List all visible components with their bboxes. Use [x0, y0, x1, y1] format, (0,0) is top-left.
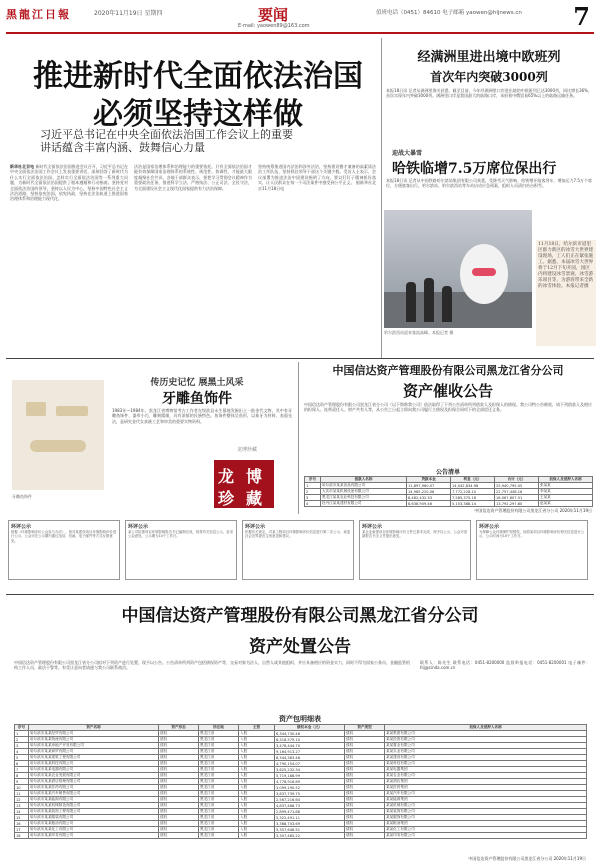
table-cell: 1 — [305, 483, 321, 489]
table-cell: 14 — [15, 809, 29, 815]
table-cell: 3 — [305, 495, 321, 501]
table-cell: 李某某 — [539, 489, 593, 495]
table-header-cell: 合计（元） — [495, 477, 539, 483]
table-cell: 3 — [15, 743, 29, 749]
table-cell: 7,585,375.18 — [451, 495, 495, 501]
table-cell: 债权 — [159, 797, 199, 803]
table-cell: 6 — [15, 761, 29, 767]
museum-badge — [214, 460, 274, 508]
table-cell: 哈尔滨市某某机械制造有限公司 — [29, 803, 159, 809]
table-cell: 哈尔滨市某某经贸有限公司 — [29, 731, 159, 737]
table-header-cell: 贷款本金 — [407, 477, 451, 483]
table-cell: 入股 — [239, 767, 275, 773]
paper-name: 黑龍江日報 — [6, 8, 71, 21]
lead-body-col1-text: 新时代全面依法治国推进会议召开，习近平总书记在中央全面依法治国工作会议上发表重要讲话，深刻回答了新时代为什么实行全面依法治国、怎样实行全面依法治国等一系列重大问题，为新时代全面依法治国提供了根本遵循和行动指南。坚持党对全面依法治国的领导，坚持以人民为中心，坚持中国特色社会主义法治道路，坚持依宪治国、依宪执政，坚持在法治轨道上推进国家治理体系和治理能力现代化。 — [10, 164, 128, 202]
train-body: 本报18日讯 记者从满洲里海关获悉，截至目前，今年经满洲里口岸进出境的中欧班列已达3000列，同比增长36%，首次实现年内突破3000列。满洲里口岸是我国最大的陆路口岸，承担着中俄贸易65%以上的陆路运输任务。 — [386, 88, 592, 99]
column-divider — [298, 362, 299, 514]
table-cell: 黑龙江省 — [199, 773, 239, 779]
section-email: E-mail: yaowen89@163.com — [238, 23, 310, 29]
notice1-table-title: 公告清单 — [435, 469, 460, 476]
table-cell: 某某印务有限公司 — [385, 833, 587, 839]
small-notice — [8, 520, 120, 580]
table-cell: 入股 — [239, 791, 275, 797]
table-cell: 25,940,795.05 — [495, 483, 539, 489]
table-cell: 12 — [15, 797, 29, 803]
table-cell: 债权 — [159, 761, 199, 767]
train-title: 经满洲里进出境中欧班列 — [417, 50, 561, 65]
lead-headline-line1: 推进新时代全面依法治国 — [33, 59, 363, 94]
table-cell: 15 — [15, 815, 29, 821]
table-cell: 债权 — [159, 803, 199, 809]
table-cell: 入股 — [239, 761, 275, 767]
table-cell: 某某投资有限公司 — [385, 737, 587, 743]
table-header-cell: 资产名称 — [29, 725, 159, 731]
table-cell: 某某集团有限公司 — [385, 731, 587, 737]
table-cell: 债权 — [345, 755, 385, 761]
notice2-table-body — [15, 731, 587, 839]
small-notice-title: 环评公示 — [245, 524, 266, 530]
table-cell: 13 — [15, 803, 29, 809]
table-cell: 8,638,909.46 — [407, 501, 451, 507]
commentary-box: 11月18日，哈尔滨市道里区群力新区的冰雪大世界建设现场，工人们正在紧张施工。据悉，本届冰雪大世界将于12月下旬开园，园区内将建设冰雪景观、冰雪游乐项目等，为游客带来全新的冰雪体验。本报记者摄 — [536, 240, 596, 346]
small-notice — [125, 520, 237, 580]
table-header-cell: 所在地 — [199, 725, 239, 731]
table-cell: 某某建设有限公司 — [385, 755, 587, 761]
table-cell: 入股 — [239, 833, 275, 839]
photo-person — [424, 278, 434, 322]
table-cell: 某某服饰有限公司 — [385, 815, 587, 821]
notice1-table — [304, 476, 593, 507]
table-cell: 4 — [15, 749, 29, 755]
table-cell: 债权 — [159, 779, 199, 785]
table-cell: 某某装饰有限公司 — [385, 809, 587, 815]
table-cell: 赵某某 — [539, 501, 593, 507]
table-cell: 4,778,916.89 — [275, 779, 345, 785]
table-cell: 入股 — [239, 779, 275, 785]
lead-body-col3-text: 坚持统筹推进国内法治和涉外法治，坚持建设德才兼备的高素质法治工作队伍，坚持抓住领导干部这个关键少数。受访人士表示，会议部署为推进法治中国建设指明了方向，要以钉钉子精神抓好落实，让人民群众在每一个司法案件中感受到公平正义。 — [258, 164, 376, 186]
badge-char: 藏 — [246, 489, 263, 508]
badge-caption: 龙博珍藏 — [236, 447, 257, 453]
ice-title: 哈铁临增7.5万席位保出行 — [392, 161, 557, 177]
badge-char: 博 — [246, 467, 263, 486]
table-cell: 债权 — [159, 755, 199, 761]
ivory-fish-image — [12, 380, 104, 490]
table-cell: 3,625,232.34 — [275, 767, 345, 773]
table-cell: 债权 — [345, 767, 385, 773]
table-cell: 债权 — [159, 785, 199, 791]
table-cell: 入股 — [239, 803, 275, 809]
small-notice-text: 某企业新建项目环境影响评价文件已基本完成，现予以公示，公众可查阅报告书全文并提出意见。 — [362, 530, 468, 539]
small-notice-title: 环评公示 — [362, 524, 383, 530]
table-cell: 债权 — [345, 803, 385, 809]
table-cell: 债权 — [159, 773, 199, 779]
table-cell: 16,067,807.51 — [495, 495, 539, 501]
notice1-title: 中国信达资产管理股份有限公司黑龙江省分公司 — [332, 364, 564, 377]
table-cell: 入股 — [239, 737, 275, 743]
notice1-subtitle: 资产催收公告 — [402, 382, 493, 400]
lead-body-col2: 法治是国家治理体系和治理能力的重要依托。只有全面依法治国才能有效保障国家治理体系的系统性、规范性、协调性，才能最大限度凝聚社会共识。各地干部群众表示，要把学习贯彻会议精神作为重要政治任务，推进科学立法、严格执法、公正司法、全民守法，为全面建设社会主义现代化国家提供有力法治保障。 — [134, 164, 252, 191]
table-cell: 黑龙江省 — [199, 779, 239, 785]
small-notice — [476, 520, 588, 580]
table-cell: 某某置业有限公司 — [385, 743, 587, 749]
table-cell: 8,482,432.33 — [407, 495, 451, 501]
table-cell: 入股 — [239, 749, 275, 755]
small-notice-title: 环评公示 — [11, 524, 32, 530]
lead-body-col1 — [10, 164, 128, 364]
photo-person — [406, 282, 416, 322]
table-cell: 某某实业有限公司 — [385, 749, 587, 755]
lead-subhead — [40, 128, 360, 154]
table-cell: 入股 — [239, 785, 275, 791]
table-cell: 5 — [15, 755, 29, 761]
notice2-subtitle: 资产处置公告 — [249, 637, 351, 657]
mascot-band — [472, 268, 496, 276]
table-cell: 入股 — [239, 743, 275, 749]
table-cell: 3,307,485.22 — [275, 833, 345, 839]
table-cell: 债权 — [159, 737, 199, 743]
notice1-table-body — [305, 483, 593, 507]
table-cell: 8,318,579.10 — [275, 737, 345, 743]
table-cell: 牡丹江某某建材有限公司 — [321, 501, 407, 507]
lead-subhead-line2: 讲话蕴含丰富内涵、鼓舞信心力量 — [40, 141, 205, 154]
small-notice-text: 为保障公众环境保护知情权，现将某项目环境影响评价相关信息进行公示，公示时间为10个工作日。 — [479, 530, 585, 539]
ivory-piece — [26, 402, 46, 416]
badge-char: 珍 — [218, 489, 235, 508]
table-cell: 7,772,228.10 — [451, 489, 495, 495]
table-cell: 债权 — [159, 815, 199, 821]
table-cell: 哈尔滨市某某能源有限公司 — [29, 797, 159, 803]
table-cell: 债权 — [345, 815, 385, 821]
table-cell: 黑龙江省 — [199, 797, 239, 803]
table-cell: 黑龙江省 — [199, 785, 239, 791]
table-cell: 3,637,739.75 — [275, 791, 345, 797]
table-cell: 哈尔滨市某某科技有限公司 — [29, 761, 159, 767]
table-cell: 债权 — [345, 791, 385, 797]
lead-subhead-line1: 习近平总书记在中央全面依法治国工作会议上的重要 — [40, 128, 293, 141]
table-cell: 3,368,703.69 — [275, 821, 345, 827]
table-cell: 18 — [15, 833, 29, 839]
table-cell: 某某农业有限公司 — [385, 773, 587, 779]
table-cell: 哈尔滨市某某食品有限公司 — [321, 483, 407, 489]
table-cell: 黑龙江省 — [199, 827, 239, 833]
table-header-cell: 利息（元） — [451, 477, 495, 483]
table-cell: 债权 — [159, 767, 199, 773]
lead-headline — [18, 58, 378, 134]
table-cell: 哈尔滨市某某医药有限公司 — [29, 785, 159, 791]
table-cell: 某某粮油集团 — [385, 821, 587, 827]
table-cell: 某某酒店集团 — [385, 779, 587, 785]
table-cell: 黑龙江省 — [199, 743, 239, 749]
table-header-cell: 担保人及抵押人名称 — [385, 725, 587, 731]
ivory-caption: 牙雕鱼饰件 — [12, 494, 32, 499]
notice1-body: 中国信达资产管理股份有限公司黑龙江省分公司（以下简称我公司）依法取得了下列公告清单所列借款人及担保人的债权。我公司特公告催收，请下列借款人及相应的担保人、连带责任人、财产共有人等，从公告之日起立即向我公司履行主债权及担保合同项下的全部偿还义务。 — [304, 402, 592, 413]
table-cell: 4,790,154.07 — [275, 761, 345, 767]
table-cell: 债权 — [159, 827, 199, 833]
table-cell: 入股 — [239, 731, 275, 737]
table-cell: 黑龙江省 — [199, 791, 239, 797]
table-cell: 债权 — [345, 785, 385, 791]
table-cell: 6,344,730.46 — [275, 731, 345, 737]
table-cell: 14,042,834.98 — [451, 483, 495, 489]
table-cell: 某某科技有限公司 — [385, 761, 587, 767]
notice2-body: 中国信达资产管理股份有限公司黑龙江省分公司拟对下列资产进行处置，现予以公告。公告清单所列资产包括债权资产等，交易对象为法人、自然人或其他组织，并应具备相应的资金实力，同时不得为国家公务员、金融监管机构工作人员、政法干警等。有受让意向者请速与我公司联系商洽。 — [14, 660, 410, 671]
table-cell: 黑龙江省 — [199, 767, 239, 773]
table-cell: 张某某 — [539, 483, 593, 489]
table-cell: 9,164,913.27 — [275, 749, 345, 755]
table-cell: 哈尔滨市某某装饰工程有限公司 — [29, 809, 159, 815]
table-cell: 债权 — [159, 809, 199, 815]
table-cell: 债权 — [345, 761, 385, 767]
table-cell: 14,985,220.08 — [407, 489, 451, 495]
table-cell: 债权 — [345, 749, 385, 755]
table-cell: 债权 — [345, 731, 385, 737]
table-cell: 哈尔滨市某某酒店管理有限公司 — [29, 779, 159, 785]
table-cell: 债权 — [345, 773, 385, 779]
table-cell: 5,153,388.14 — [451, 501, 495, 507]
table-cell: 黑龙江省 — [199, 761, 239, 767]
table-cell: 债权 — [159, 743, 199, 749]
ivory-piece — [56, 406, 88, 416]
notice1-signature: 中国信达资产管理股份有限公司黑龙江省分公司 2020年11月19日 — [474, 508, 592, 513]
table-cell: 黑龙江省 — [199, 731, 239, 737]
table-cell: 11,897,960.07 — [407, 483, 451, 489]
table-cell: 4 — [305, 501, 321, 507]
table-cell: 16 — [15, 821, 29, 827]
table-cell: 9 — [15, 779, 29, 785]
notice2-signature: 中国信达资产管理股份有限公司黑龙江省分公司 2020年11月19日 — [468, 856, 586, 861]
notice2-table-title: 资产包明细表 — [279, 715, 321, 723]
small-notice-title: 环评公示 — [128, 524, 149, 530]
table-cell: 王某某 — [539, 495, 593, 501]
table-cell: 3,478,444.70 — [275, 743, 345, 749]
table-row — [15, 833, 587, 839]
table-cell: 债权 — [159, 833, 199, 839]
table-cell: 黑龙江省 — [199, 755, 239, 761]
column-divider — [381, 38, 382, 358]
small-notice-text: 根据《环境影响评价公众参与办法》，现对某建设项目环境影响评价进行公示，公众可在公示期内通过电话、信函、电子邮件等方式反馈意见。 — [11, 530, 117, 543]
notice2-contact: 联系人：陈先生 联系电话：0451-8200000 监督举报电话：0451-8200001 电子邮件：hlj@cinda.com.cn — [420, 660, 590, 671]
table-cell: 5,322,491.11 — [275, 815, 345, 821]
photo-person — [442, 286, 452, 322]
table-cell: 8,344,383.48 — [275, 755, 345, 761]
masthead — [6, 4, 594, 34]
table-header-cell: 资产形态 — [159, 725, 199, 731]
table-cell: 某某能源集团 — [385, 797, 587, 803]
train-subtitle: 首次年内突破3000列 — [430, 70, 548, 84]
table-cell: 哈尔滨市某某农业发展有限公司 — [29, 773, 159, 779]
table-cell: 4,837,468.73 — [275, 803, 345, 809]
table-cell: 哈尔滨市某某商贸有限公司 — [29, 749, 159, 755]
hotline: 值班电话（0451）84610 电子邮箱 yaowen@hljnews.cn — [376, 10, 522, 16]
table-header-cell: 序号 — [305, 477, 321, 483]
table-cell: 13,792,297.60 — [495, 501, 539, 507]
table-cell: 22,757,448.18 — [495, 489, 539, 495]
page-number: 7 — [573, 2, 590, 31]
table-cell: 债权 — [345, 779, 385, 785]
table-cell: 哈尔滨市某某服装有限公司 — [29, 815, 159, 821]
lead-headline-line2: 必须坚持这样做 — [93, 97, 303, 132]
culture-body: 1983年—1984年，黑龙江省博物馆考古工作者在绥滨县永生墓地发掘出土一批金代文物，其中有牙雕鱼饰件，器形小巧，雕刻精细，具有浓郁的民族特色。鱼饰件整体呈鱼形，以象牙为材料，表面光洁，是研究金代女真族工艺和审美的重要实物资料。 — [112, 408, 292, 424]
table-row — [305, 501, 593, 507]
small-notice-text: 某公司拟建项目环境影响报告书已编制完成，现将有关信息公示，征求公众意见，公示期为10个工作日。 — [128, 530, 234, 539]
culture-kicker: 传历史记忆 展黑土风采 — [150, 378, 244, 388]
table-header-cell: 资产类型 — [345, 725, 385, 731]
station-photo — [384, 210, 532, 328]
table-cell: 债权 — [159, 791, 199, 797]
table-cell: 入股 — [239, 755, 275, 761]
table-cell: 债权 — [345, 821, 385, 827]
table-cell: 债权 — [345, 737, 385, 743]
table-cell: 大庆市某某机械设备有限公司 — [321, 489, 407, 495]
table-cell: 黑龙江省 — [199, 821, 239, 827]
table-cell: 黑龙江某某农业科技有限公司 — [321, 495, 407, 501]
table-cell: 债权 — [345, 827, 385, 833]
table-cell: 债权 — [159, 731, 199, 737]
table-cell: 2,899,471.88 — [275, 809, 345, 815]
notice2-title: 中国信达资产管理股份有限公司黑龙江省分公司 — [121, 606, 479, 626]
table-cell: 债权 — [159, 821, 199, 827]
table-cell: 入股 — [239, 809, 275, 815]
table-header-cell: 借款人名称 — [321, 477, 407, 483]
table-cell: 黑龙江省 — [199, 749, 239, 755]
table-cell: 某某医药集团 — [385, 785, 587, 791]
lead-column-label: 新华社北京电 — [10, 164, 35, 169]
table-cell: 债权 — [345, 809, 385, 815]
table-cell: 债权 — [345, 743, 385, 749]
badge-char: 龙 — [218, 467, 235, 486]
table-cell: 入股 — [239, 797, 275, 803]
table-cell: 黑龙江省 — [199, 809, 239, 815]
small-notice — [242, 520, 354, 580]
table-cell: 债权 — [345, 833, 385, 839]
table-cell: 2 — [305, 489, 321, 495]
table-header-cell: 主营 — [239, 725, 275, 731]
ice-kicker: 迎战大暴雪 — [392, 150, 423, 157]
table-cell: 某某化工有限公司 — [385, 827, 587, 833]
table-cell: 哈尔滨市某某电器有限公司 — [29, 767, 159, 773]
section-name: 要闻 — [258, 6, 289, 24]
lead-byline: 据新华社北京11月18日电 — [258, 180, 376, 191]
table-cell: 7 — [15, 767, 29, 773]
table-cell: 8 — [15, 773, 29, 779]
table-cell: 债权 — [345, 797, 385, 803]
table-cell: 5,357,646.51 — [275, 827, 345, 833]
issue-date: 2020年11月19日 星期四 — [94, 10, 163, 17]
table-cell: 哈尔滨市某某房地产开发有限公司 — [29, 743, 159, 749]
notice2-table — [14, 724, 587, 839]
table-header-cell: 债权本金（元） — [275, 725, 345, 731]
table-cell: 3,099,190.52 — [275, 785, 345, 791]
table-cell: 入股 — [239, 773, 275, 779]
table-cell: 黑龙江省 — [199, 803, 239, 809]
table-cell: 2 — [15, 737, 29, 743]
table-cell: 入股 — [239, 827, 275, 833]
table-cell: 17 — [15, 827, 29, 833]
section-divider — [6, 594, 594, 595]
table-cell: 某某机械有限公司 — [385, 803, 587, 809]
table-cell: 哈尔滨市某某粮油有限公司 — [29, 821, 159, 827]
table-cell: 哈尔滨市某某印务有限公司 — [29, 833, 159, 839]
table-cell: 10 — [15, 785, 29, 791]
lead-body-col3 — [258, 164, 376, 364]
table-cell: 5,719,188.99 — [275, 773, 345, 779]
table-cell: 黑龙江省 — [199, 833, 239, 839]
table-cell: 某某汽车有限公司 — [385, 791, 587, 797]
table-cell: 入股 — [239, 821, 275, 827]
ivory-piece — [30, 440, 86, 452]
table-cell: 黑龙江省 — [199, 815, 239, 821]
table-header-cell: 序号 — [15, 725, 29, 731]
small-notice-title: 环评公示 — [479, 524, 500, 530]
table-cell: 哈尔滨市某某汽车销售有限公司 — [29, 791, 159, 797]
small-notice-text: 依据有关规定，对某工程项目环境影响评价信息进行第二次公示，欢迎社会各界提出宝贵意见和建议。 — [245, 530, 351, 539]
table-cell: 哈尔滨市某某建筑工程有限公司 — [29, 755, 159, 761]
table-cell: 1 — [15, 731, 29, 737]
table-cell: 2,567,216.64 — [275, 797, 345, 803]
table-cell: 债权 — [159, 749, 199, 755]
culture-title: 牙雕鱼饰件 — [162, 391, 232, 407]
notice2-table-header — [15, 725, 587, 731]
section-divider — [6, 358, 594, 359]
table-cell: 某某电器集团 — [385, 767, 587, 773]
photo-caption: 哈尔滨西站迎来客流高峰。本报记者 摄 — [384, 330, 454, 335]
table-cell: 入股 — [239, 815, 275, 821]
table-header-cell: 担保人及抵押人名称 — [539, 477, 593, 483]
table-cell: 11 — [15, 791, 29, 797]
table-cell: 哈尔滨市某某物流有限公司 — [29, 737, 159, 743]
table-cell: 哈尔滨市某某化工有限公司 — [29, 827, 159, 833]
table-cell: 黑龙江省 — [199, 737, 239, 743]
ice-body: 本报18日讯 记者从中国铁路哈尔滨局集团有限公司获悉，受降雪天气影响，哈铁增开临客列车，增加运力7.5万个席位，方便旅客出行。哈尔滨站、哈尔滨西站等车站启动应急预案，组织人员清扫站台积雪。 — [386, 178, 592, 189]
small-notice — [359, 520, 471, 580]
